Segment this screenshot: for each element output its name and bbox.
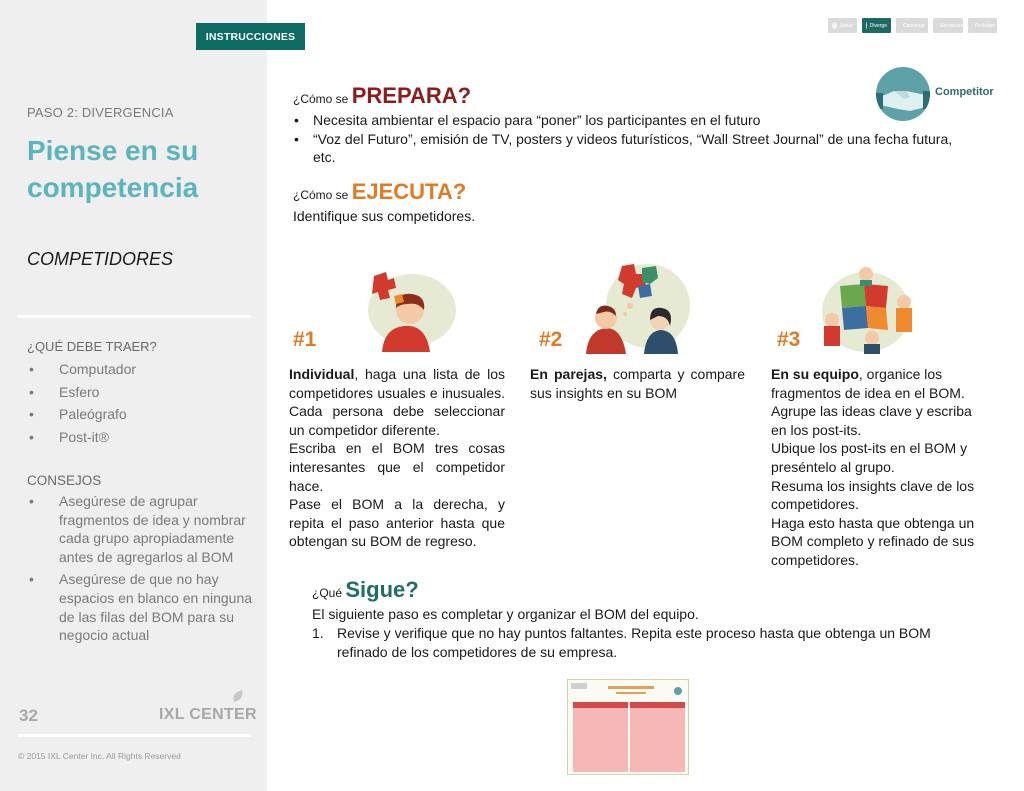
- sidebar-divider: [18, 734, 251, 737]
- tips-heading: CONSEJOS: [27, 473, 102, 488]
- bring-heading: ¿QUÉ DEBE TRAER?: [27, 339, 157, 354]
- list-item: • “Voz del Futuro”, emisión de TV, posters y videos futurísticos, “Wall Street Journal” de una fecha futura, etc.: [293, 130, 973, 167]
- step-2-text: En parejas, comparta y compare sus insights en su BOM: [530, 366, 745, 401]
- copyright: © 2015 IXL Center Inc. All Rights Reserved: [18, 751, 181, 761]
- step-number: #2: [539, 328, 563, 351]
- leaf-icon: [231, 690, 245, 702]
- instructions-tab[interactable]: INSTRUCCIONES: [196, 23, 305, 50]
- bom-column: [630, 702, 685, 772]
- next-text: El siguiente paso es completar y organizar el BOM del equipo.: [312, 606, 699, 622]
- step-1-text: Individual, haga una lista de los competidores usuales e inusuales. Cada persona debe seleccionar un competidor diferente. Escriba en el BOM tres cosas interesantes que el competidor hace. Pase el BOM a la derecha, y repita el paso anterior hasta que obtengan su BOM de regreso.: [289, 366, 505, 550]
- team-assembling-puzzle-illustration: [816, 262, 920, 354]
- step-label: PASO 2: DIVERGENCIA: [27, 105, 174, 120]
- execute-text: Identifique sus competidores.: [293, 208, 476, 224]
- phase-nav: [828, 18, 997, 33]
- competitor-label: Competitor: [935, 86, 994, 98]
- execute-heading: ¿Cómo se EJECUTA?: [293, 179, 467, 204]
- sidebar: [0, 0, 267, 791]
- prepare-bullets: [293, 111, 973, 167]
- phase-icon: [832, 22, 837, 29]
- list-item: • Computador: [27, 358, 136, 381]
- page-subtitle: COMPETIDORES: [27, 249, 174, 269]
- bom-template-thumbnail: [567, 679, 689, 775]
- bom-column-header: [573, 702, 628, 708]
- bom-header: [568, 680, 688, 700]
- list-item: 1. Revise y verifique que no hay puntos faltantes. Repita este proceso hasta que obtenga un BOM refinado de los competidores de su empresa.: [312, 625, 931, 660]
- list-item: • Asegúrese de agrupar fragmentos de idea y nombrar cada grupo apropiadamente antes de agregarlos al BOM: [27, 492, 257, 566]
- person-thinking-puzzle-illustration: [338, 266, 458, 352]
- next-heading: ¿Qué Sigue?: [312, 577, 419, 602]
- page-title: Piense en su competencia: [27, 135, 199, 203]
- bring-list: [27, 358, 136, 448]
- next-list: [312, 624, 952, 661]
- phase-pill-prototipo[interactable]: Prototipo: [968, 18, 997, 33]
- phase-pill-setup[interactable]: Setup: [828, 18, 857, 33]
- list-item: • Paleógrafo: [27, 403, 136, 426]
- page-number: 32: [19, 706, 38, 725]
- list-item: • Post-it®: [27, 426, 136, 449]
- tips-list: [27, 492, 257, 649]
- bom-column: [573, 702, 628, 772]
- prepare-heading: ¿Cómo se PREPARA?: [293, 83, 472, 108]
- step-number: #3: [777, 328, 801, 351]
- pair-discussing-puzzle-illustration: [584, 260, 692, 354]
- bom-column-header: [630, 702, 685, 708]
- list-item: • Asegúrese de que no hay espacios en blanco en ninguna de las filas del BOM para su negocio actual: [27, 570, 257, 644]
- phase-pill-sincronizar[interactable]: Sincronizar: [933, 18, 963, 33]
- sidebar-divider: [18, 315, 251, 318]
- phase-pill-diverge[interactable]: Diverge: [862, 18, 891, 33]
- brand-logo: IXL CENTER: [159, 706, 257, 723]
- step-number: #1: [293, 328, 317, 351]
- step-3-text: En su equipo, organice los fragmentos de idea en el BOM. Agrupe las ideas clave y escriba en los post-its. Ubique los post-its en el BOM y preséntelo al grupo. Resuma los insights clave de los competidores. Haga esto hasta que obtenga un BOM completo y refinado de sus competidores.: [771, 366, 975, 568]
- list-item: • Esfero: [27, 381, 136, 404]
- phase-pill-converge[interactable]: Converge: [896, 18, 928, 33]
- list-item: • Necesita ambientar el espacio para “poner” los participantes en el futuro: [293, 111, 973, 130]
- phase-icon: [866, 22, 867, 29]
